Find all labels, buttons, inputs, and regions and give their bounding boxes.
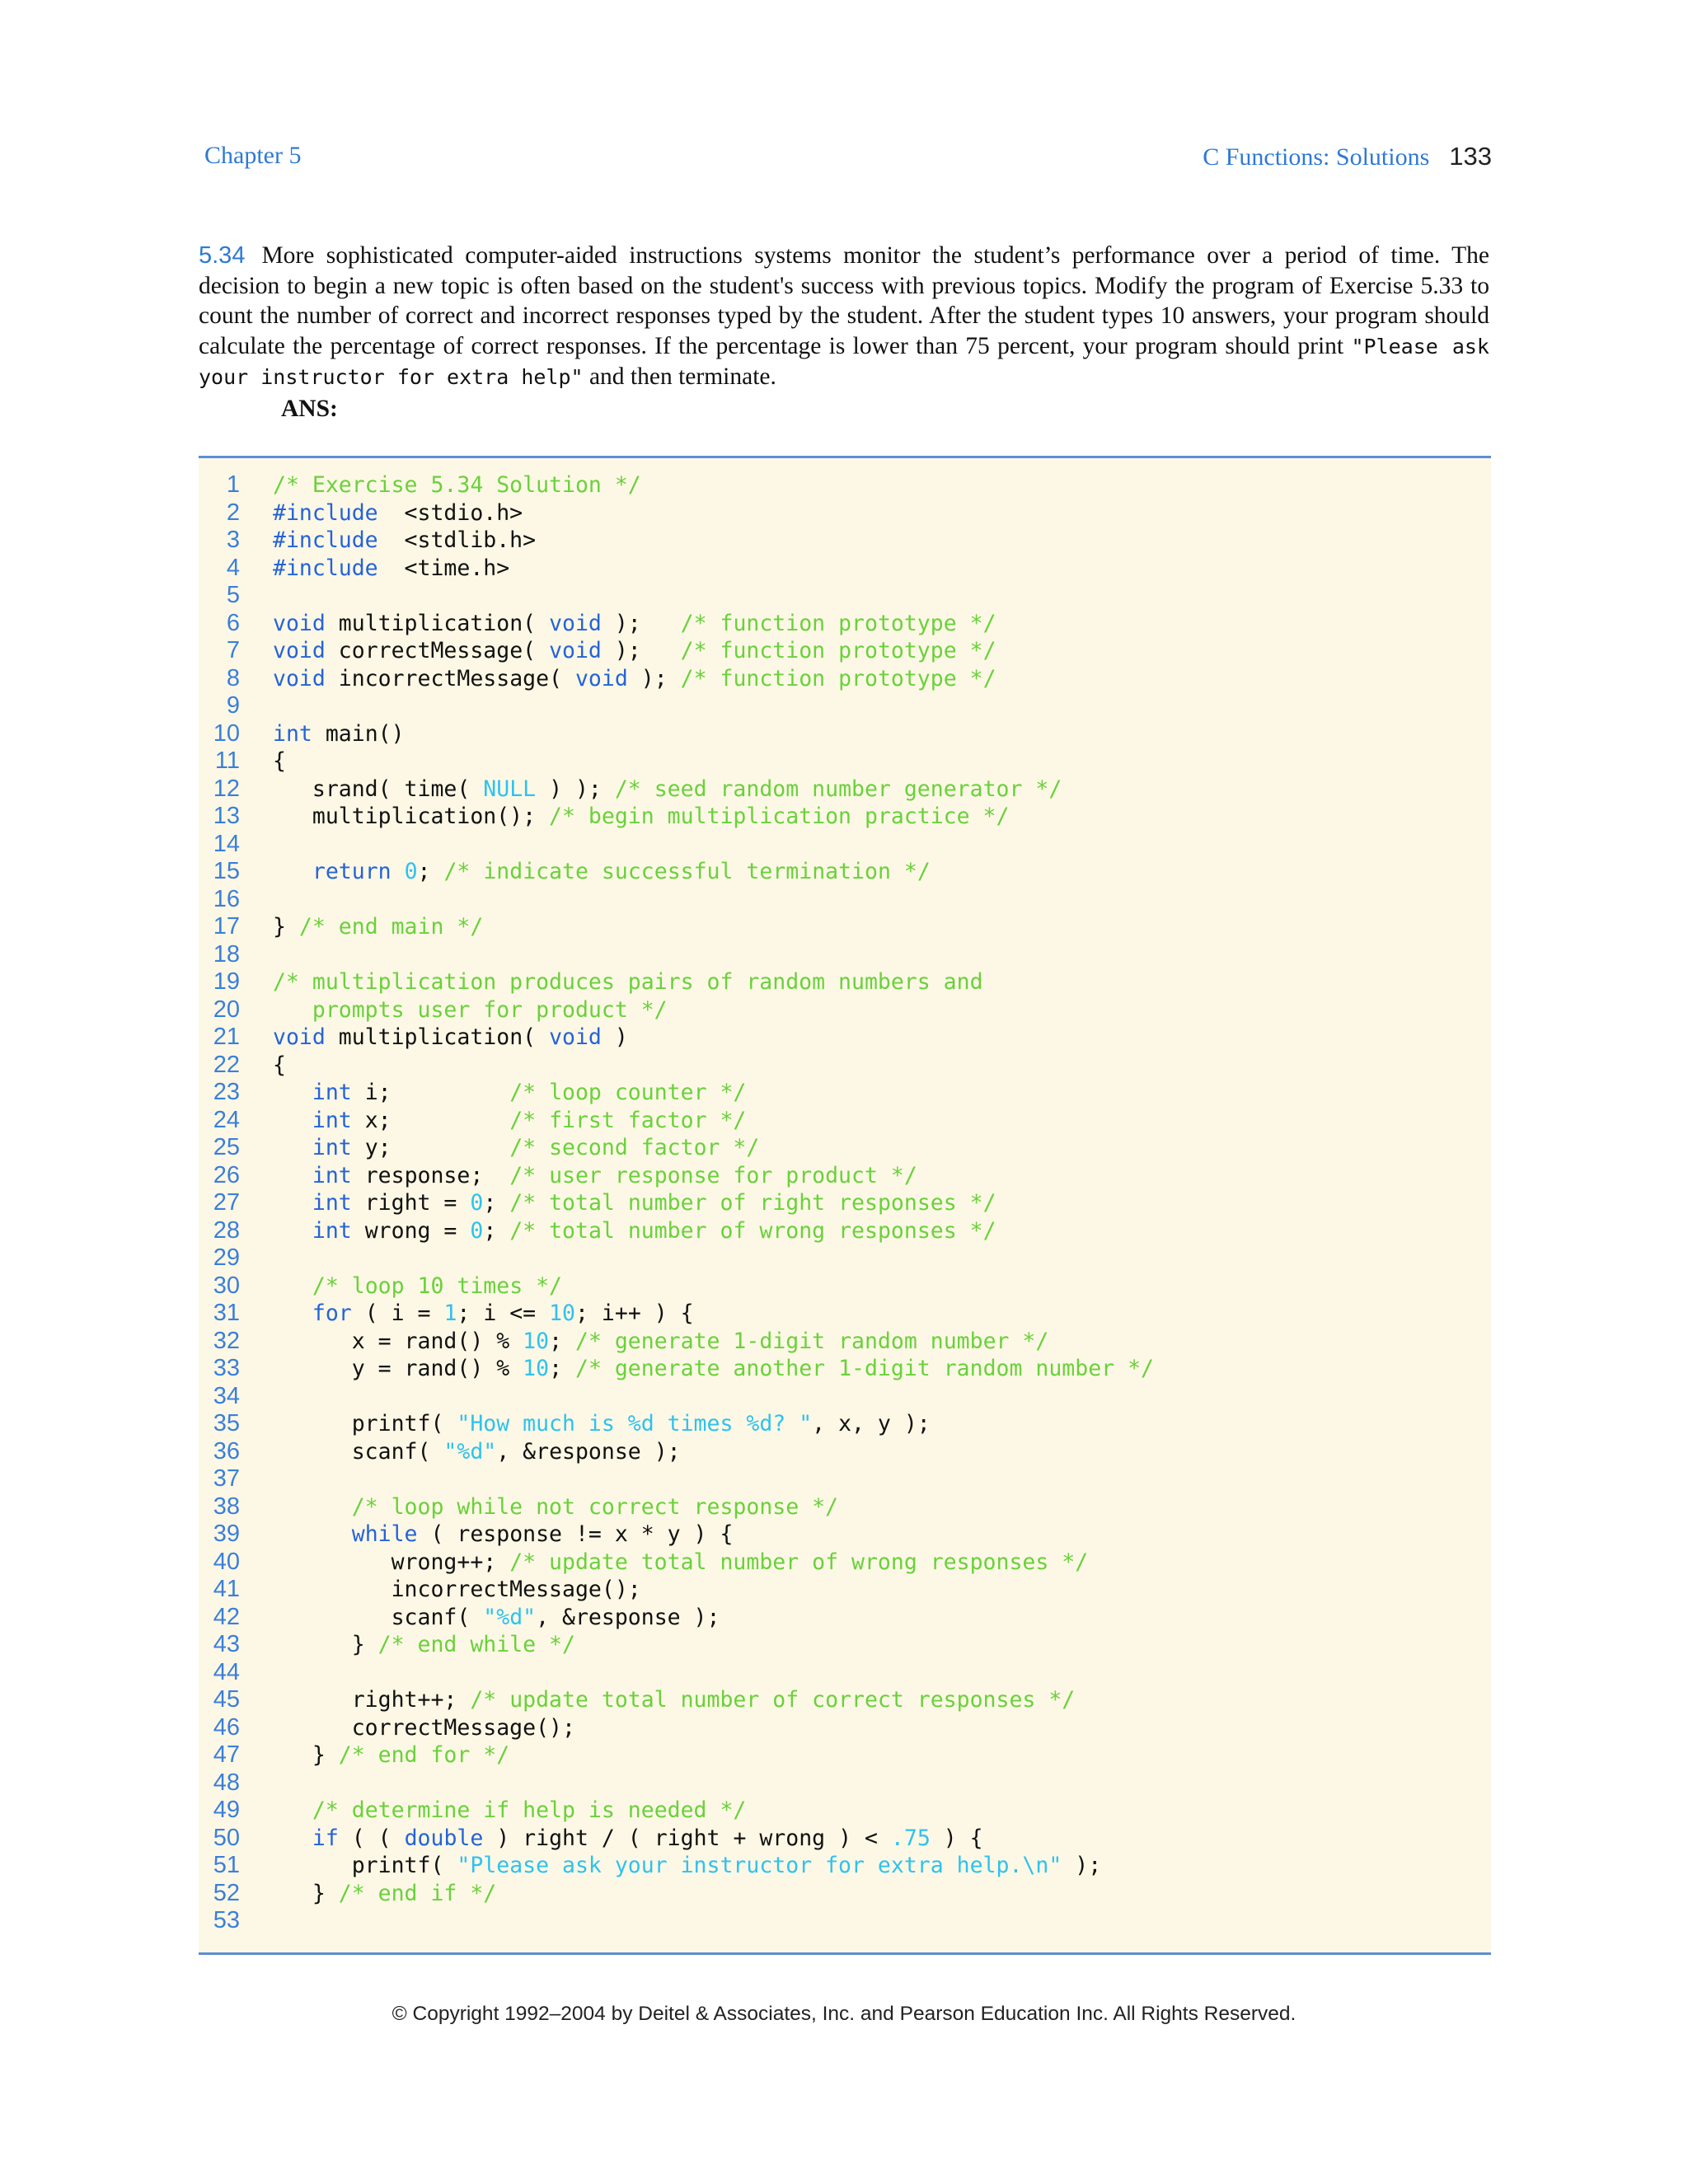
code-line [199,1052,1491,1080]
code-token: void [549,610,602,636]
code-token: } [273,1742,339,1768]
code-line [199,1797,1491,1825]
code-token [273,1273,312,1299]
code-token: if [312,1825,339,1851]
code-token: /* indicate successful termination */ [443,859,931,884]
code-token: NULL [483,776,537,802]
code-token [273,1301,312,1326]
code-token [273,1190,312,1216]
code-token: ; i <= [457,1301,550,1326]
line-number: 50 [213,1824,240,1851]
code-token: } [273,914,299,940]
code-line [199,941,1491,969]
code-line [199,1880,1491,1908]
running-head-right [1203,142,1492,171]
code-text [273,1880,496,1908]
code-lines [199,471,1491,1935]
code-line [199,748,1491,776]
code-token: /* determine if help is needed */ [312,1797,747,1823]
code-token: int [312,1135,352,1160]
code-token: 0 [404,859,418,884]
code-token: <stdlib.h> [377,527,537,553]
code-text [273,610,996,638]
code-token: ; [549,1356,575,1381]
line-number: 36 [213,1437,240,1465]
code-token: /* loop 10 times */ [312,1272,563,1299]
code-listing [199,456,1491,1955]
line-number: 25 [213,1134,240,1160]
code-text [273,1162,917,1190]
code-token: int [312,1080,352,1105]
code-token: void [273,610,326,636]
code-line [199,1024,1491,1052]
line-number: 32 [213,1327,240,1354]
code-token: void [273,638,326,663]
code-token [273,1218,312,1244]
code-text [273,1217,996,1245]
code-token [273,1797,312,1823]
code-line [199,803,1491,831]
code-token: "How much is %d times %d? " [457,1411,813,1436]
code-line [199,1521,1491,1549]
code-token: /* generate another 1-digit random number */ [574,1356,1154,1381]
line-number: 33 [213,1355,240,1381]
code-token: ); [601,638,681,663]
chapter-label: Chapter 5 [204,142,302,169]
code-token: void [273,1024,326,1050]
copyright-footer: © Copyright 1992–2004 by Deitel & Associates, Inc. and Pearson Education Inc. All Rights Reserved. [392,2003,1296,2025]
line-number: 52 [213,1879,240,1906]
code-line [199,1217,1491,1245]
code-token: int [312,1217,352,1244]
code-token: y = rand() % [273,1356,523,1381]
code-token [273,1825,312,1851]
code-token: i; [351,1080,510,1105]
section-title: C Functions: Solutions [1203,143,1430,171]
code-line [199,1741,1491,1769]
code-text [273,1549,1088,1577]
code-token: int [312,1107,352,1133]
code-text [273,499,523,527]
line-number: 30 [213,1272,240,1299]
code-token: ); [601,610,681,636]
code-text [273,1686,1075,1714]
code-token: multiplication( [325,1024,550,1050]
line-number: 37 [213,1465,240,1492]
code-text [273,1576,641,1604]
code-line [199,1355,1491,1383]
code-token: void [273,665,326,691]
code-text [273,1714,575,1742]
line-number: 6 [226,609,240,636]
code-text [273,637,996,665]
code-line [199,1576,1491,1604]
line-number: 49 [213,1797,240,1823]
code-line [199,1328,1491,1356]
code-token: incorrectMessage( [325,665,575,691]
code-line [199,1686,1491,1714]
code-token: 10 [549,1301,576,1326]
line-number: 27 [213,1189,240,1216]
code-text [273,1355,1154,1383]
line-number: 42 [213,1603,240,1630]
code-token: /* begin multiplication practice */ [549,804,1010,829]
line-number: 12 [213,775,240,802]
code-line [199,1107,1491,1135]
code-token: ( ( [338,1825,405,1851]
code-text [273,858,931,886]
line-number: 47 [213,1741,240,1768]
line-number: 39 [213,1521,240,1547]
code-token: /* user response for product */ [509,1162,917,1188]
code-token: { [273,1052,286,1078]
code-line [199,1907,1491,1935]
line-number: 41 [213,1576,240,1602]
code-token: ; [483,1190,510,1216]
line-number: 17 [213,913,240,940]
code-token: ); [627,665,681,691]
code-token [273,1135,312,1160]
code-token: /* second factor */ [509,1135,760,1160]
line-number: 8 [226,664,240,691]
code-token [273,859,312,884]
line-number: 22 [213,1051,240,1078]
code-text [273,665,996,693]
exercise-text-part1: More sophisticated computer-aided instructions systems monitor the student’s performance over a period of time. The decision to begin a new topic is often based on the student's success with previous topics. Modify the program of Exercise 5.33 to count the number of correct and incorrect responses typed by the student. After the student types 10 answers, your program should calculate the percentage of correct responses. If the percentage is lower than 75 percent, your program should print [199,242,1489,359]
line-number: 26 [213,1161,240,1188]
code-token: while [351,1521,418,1547]
line-number: 7 [226,637,240,663]
code-text [273,1052,286,1080]
code-line [199,1465,1491,1493]
line-number: 45 [213,1686,240,1713]
code-line [199,1631,1491,1659]
code-token: scanf( [273,1438,444,1465]
code-line [199,1438,1491,1466]
code-token: int [312,1190,352,1216]
code-token: /* total number of right responses */ [509,1190,996,1216]
code-line [199,913,1491,941]
code-token: void [549,638,602,663]
code-token: incorrectMessage(); [273,1577,641,1602]
code-token: 10 [523,1356,550,1381]
code-token: void [549,1024,602,1050]
code-text [273,996,668,1024]
code-text [273,803,1009,831]
code-line [199,776,1491,804]
code-text [273,1272,562,1301]
code-token [273,1521,352,1547]
line-number: 16 [213,885,240,912]
code-line [199,527,1491,555]
code-line [199,1134,1491,1162]
line-number: 44 [213,1658,240,1685]
code-line [199,1300,1491,1328]
code-token: /* loop while not correct response */ [351,1493,839,1520]
code-token: /* Exercise 5.34 Solution */ [273,472,641,498]
code-token: ) [601,1024,628,1050]
code-token: /* seed random number generator */ [614,776,1062,802]
code-token: 1 [443,1301,457,1326]
code-line [199,692,1491,720]
code-token: ; [483,1217,510,1244]
line-number: 13 [213,803,240,829]
code-token: ) ); [536,776,615,802]
code-token: /* end main */ [298,914,484,940]
code-text [273,1604,720,1632]
code-token: correctMessage( [325,638,550,663]
code-text [273,527,536,555]
code-token: /* function prototype */ [680,665,996,691]
code-token: wrong = [351,1217,471,1244]
code-line [199,1769,1491,1797]
code-token: y; [351,1135,510,1160]
code-line [199,1410,1491,1438]
code-token: ) right / ( right + wrong ) < [483,1825,891,1851]
code-token: scanf( [273,1604,484,1630]
code-token: /* first factor */ [509,1107,747,1133]
code-text [273,1107,746,1135]
code-token: /* total number of wrong responses */ [509,1217,996,1244]
code-line [199,471,1491,499]
code-token: right++; [273,1687,471,1713]
code-token: 10 [523,1328,550,1354]
code-text [273,1328,1048,1356]
code-text [273,1493,838,1521]
code-text [273,471,641,499]
code-text [273,1410,931,1438]
code-line [199,1244,1491,1272]
code-text [273,1521,733,1549]
line-number: 18 [213,940,240,968]
code-token: 0 [470,1217,484,1244]
code-token: printf( [273,1853,457,1878]
code-token: "Please ask your instructor for extra help.\n" [457,1853,1062,1878]
code-token: right = [351,1190,471,1216]
code-line [199,886,1491,914]
code-token: int [273,720,312,747]
line-number: 35 [213,1410,240,1436]
code-token [273,1080,312,1105]
line-number: 28 [213,1216,240,1244]
code-line [199,1659,1491,1687]
code-token: , &response ); [496,1438,681,1465]
code-line [199,1549,1491,1577]
code-token: /* multiplication produces pairs of random numbers and [273,969,983,995]
code-line [199,831,1491,859]
code-token: srand( time( [273,776,484,802]
code-line [199,720,1491,748]
code-line [199,858,1491,886]
code-token: /* update total number of wrong responses */ [509,1549,1089,1575]
code-text [273,1300,694,1328]
code-token: /* update total number of correct responses */ [470,1687,1076,1713]
line-number: 14 [213,830,240,857]
line-number: 15 [213,858,240,884]
code-text [273,748,286,776]
line-number: 51 [213,1852,240,1878]
code-token: void [574,665,628,691]
code-line [199,637,1491,665]
code-line [199,1714,1491,1742]
code-line [199,1493,1491,1521]
code-token: , &response ); [536,1604,720,1630]
code-token: .75 [890,1825,931,1851]
code-token: 0 [470,1190,484,1216]
line-number: 3 [226,527,240,553]
code-text [273,1024,628,1052]
code-token: /* function prototype */ [680,610,996,636]
code-token: prompts user for product */ [273,996,668,1023]
exercise-text-part2: and then terminate. [583,363,776,390]
code-token: main() [312,720,405,747]
line-number: 43 [213,1631,240,1657]
answer-label: ANS: [281,396,338,422]
line-number: 9 [226,692,240,719]
code-token: return [312,859,392,884]
code-token: ) { [930,1825,983,1851]
code-line [199,499,1491,527]
code-line [199,555,1491,583]
code-token: int [312,1162,352,1188]
code-line [199,1189,1491,1217]
code-line [199,1383,1491,1411]
code-token: /* generate 1-digit random number */ [574,1328,1049,1354]
code-text [273,1438,681,1466]
code-text [273,968,983,996]
code-line [199,1852,1491,1880]
code-token [273,1108,312,1133]
code-text [273,913,483,941]
code-token: ( i = [351,1301,444,1326]
code-token: /* function prototype */ [680,638,996,663]
code-token: ( response != x * y ) { [417,1521,734,1547]
code-token: ; [417,859,444,884]
code-text [273,555,509,583]
code-line [199,1162,1491,1190]
code-token: printf( [273,1411,457,1436]
code-text [273,1079,746,1107]
code-token: multiplication(); [273,804,550,829]
line-number: 1 [226,471,240,498]
code-token: ; i++ ) { [575,1301,694,1326]
line-number: 24 [213,1106,240,1133]
code-token: x = rand() % [273,1328,523,1354]
code-token [273,1163,312,1188]
code-token [273,1494,352,1520]
code-text [273,1631,575,1659]
code-token: correctMessage(); [273,1714,575,1741]
line-number: 29 [213,1244,240,1271]
line-number: 31 [213,1300,240,1326]
code-token: #include [273,499,378,526]
code-token: wrong++; [273,1549,510,1575]
code-line [199,968,1491,996]
line-number: 21 [213,1024,240,1050]
code-line [199,1825,1491,1853]
code-token: "%d" [443,1438,497,1465]
code-token: /* end for */ [338,1742,510,1768]
code-line [199,665,1491,693]
exercise-paragraph [199,241,1489,393]
page-number: 133 [1449,142,1492,171]
code-token: for [312,1301,352,1326]
line-number: 53 [213,1907,240,1933]
code-token: double [404,1825,484,1851]
code-line [199,582,1491,610]
code-token: #include [273,555,378,581]
code-text [273,776,1062,804]
code-line [199,996,1491,1024]
code-token: #include [273,527,378,553]
code-token: } [273,1880,339,1906]
code-text [273,1741,509,1769]
line-number: 48 [213,1769,240,1796]
code-line [199,1272,1491,1301]
code-token: ; [549,1328,575,1354]
line-number: 19 [213,968,240,995]
line-number: 10 [213,719,240,747]
code-token: /* loop counter */ [509,1080,747,1105]
code-token: "%d" [483,1604,537,1630]
code-token: { [273,748,286,774]
code-token: /* end while */ [377,1632,575,1657]
code-token: } [273,1632,378,1657]
code-token: , x, y ); [812,1411,931,1436]
line-number: 38 [213,1493,240,1520]
line-number: 46 [213,1713,240,1741]
code-text [273,1134,759,1162]
code-line [199,1604,1491,1632]
code-token: response; [351,1162,510,1188]
running-head [204,142,1492,175]
exercise-code-message: "Please ask your instructor for extra help" [199,334,1489,389]
line-number: 5 [226,582,240,608]
code-token: <time.h> [377,555,510,581]
line-number: 34 [213,1382,240,1409]
code-text [273,1825,983,1853]
code-token: x; [351,1107,510,1133]
code-line [199,1079,1491,1107]
line-number: 2 [226,499,240,526]
code-token: ); [1062,1853,1102,1878]
code-line [199,610,1491,638]
line-number: 20 [213,996,240,1023]
code-text [273,1189,996,1217]
code-token: multiplication( [325,610,550,636]
code-text [273,1797,746,1825]
code-token [392,859,405,884]
code-token: /* end if */ [338,1880,497,1906]
code-token: <stdio.h> [377,499,523,526]
code-text [273,720,405,748]
exercise-number: 5.34 [199,242,246,269]
line-number: 23 [213,1079,240,1105]
line-number: 4 [226,554,240,581]
code-text [273,1852,1101,1880]
line-number: 40 [213,1548,240,1575]
line-number: 11 [214,748,240,774]
